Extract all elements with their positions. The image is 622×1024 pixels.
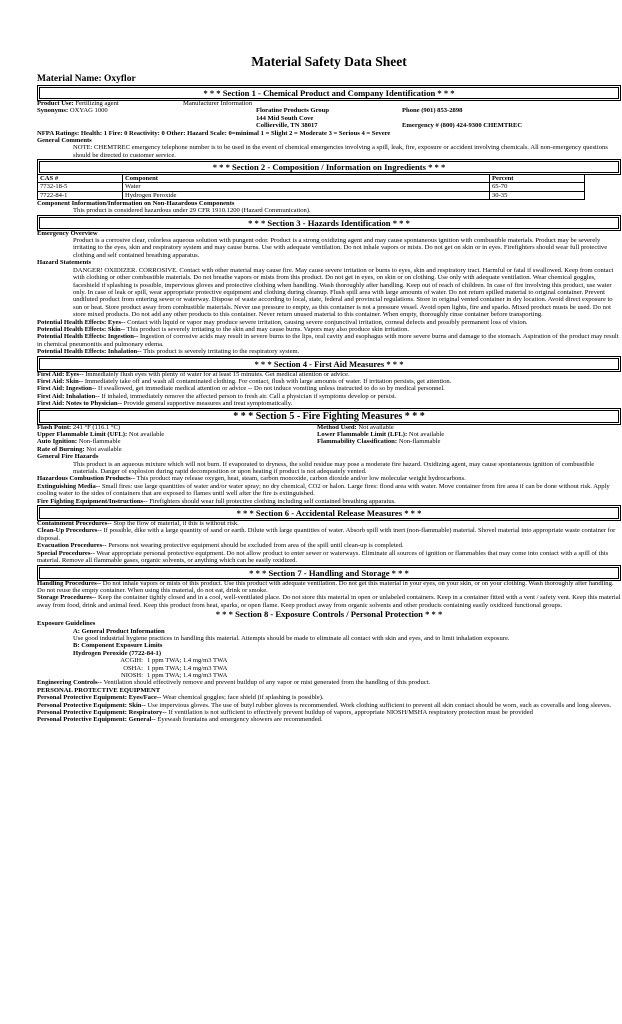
handling-label: Handling Procedures-- xyxy=(37,579,102,587)
engineering-controls-label: Engineering Controls-- xyxy=(37,679,102,687)
first-aid-notes-text: Provide general supportive measures and treat symptomatically. xyxy=(123,400,293,408)
table-header-row xyxy=(38,175,585,183)
cleanup-label: Clean-Up Procedures-- xyxy=(37,527,102,535)
health-effect-skin-text: This product is severely irritating to the skin and may cause burns. Vapors may also produce skin irritation. xyxy=(126,325,410,333)
limit-value: 1 ppm TWA; 1.4 mg/m3 TWA xyxy=(147,657,228,665)
health-effect-ingestion xyxy=(37,333,621,348)
fire-fighting-equipment xyxy=(37,498,621,505)
health-effect-eyes xyxy=(37,319,621,326)
ufl-label: Upper Flammable Limit (UFL): xyxy=(37,431,128,439)
containment-procedures xyxy=(37,520,621,527)
table-cell: 30-35 xyxy=(490,191,585,199)
flammability-classification-label: Flammability Classification: xyxy=(317,438,398,446)
limit-org: NIOSH: xyxy=(121,671,143,679)
table-cell: 65-70 xyxy=(490,183,585,191)
ppe-general xyxy=(37,716,621,723)
ppe-general-text: Eyewash fountains and emergency showers are recommended. xyxy=(157,716,323,724)
section-7-header: * * * Section 7 - Handling and Storage * * * xyxy=(39,567,619,579)
extinguishing-media-label: Extinguishing Media-- xyxy=(37,482,101,490)
general-comments-label: General Comments xyxy=(37,137,92,145)
ppe-respiratory xyxy=(37,709,621,716)
fire-fighting-equipment-label: Fire Fighting Equipment/Instructions-- xyxy=(37,497,148,505)
health-effect-inhalation xyxy=(37,348,621,355)
health-effect-inhalation-text: This product is severely irritating to the respiratory system. xyxy=(143,348,300,356)
limit-value: 1 ppm TWA; 1.4 mg/m3 TWA xyxy=(147,664,228,672)
general-product-info: Use good industrial hygiene practices in handling this material. Attempts should be made to eliminate all contact with skin and eyes, and to limit inhalation exposure. xyxy=(73,634,510,642)
flammability-classification xyxy=(317,438,440,445)
ufl-value: Not available xyxy=(128,431,165,439)
general-fire-hazards: This product is an aqueous mixture which will not burn. If evaporated to dryness, the solid residue may pose a moderate fire hazard. Oxidizing agent, may cause spontaneous ignition of combustible materials. Danger of explosion during rapid decomposition or upon heating if product is not adequately vented. xyxy=(73,460,595,476)
flash-point xyxy=(37,424,317,431)
first-aid-eyes-label: First Aid: Eyes-- xyxy=(37,370,84,378)
table-row xyxy=(38,183,585,191)
ppe-general-label: Personal Protective Equipment: General-- xyxy=(37,716,156,724)
method-used-value: Not available xyxy=(358,423,394,431)
rate-of-burning xyxy=(37,446,621,453)
company-phone: Phone (901) 853-2898 xyxy=(402,107,463,115)
first-aid-skin-label: First Aid: Skin-- xyxy=(37,377,84,385)
nonhazardous-text: This product is considered hazardous under 29 CFR 1910.1200 (Hazard Communication). xyxy=(73,207,311,215)
msds-document xyxy=(37,0,621,724)
exposure-limit-row xyxy=(73,672,621,679)
storage-label: Storage Procedures-- xyxy=(37,594,97,602)
product-use: Fertilizing agent xyxy=(75,100,119,107)
hazard-statements-label: Hazard Statements xyxy=(37,259,92,267)
section-3-header: * * * Section 3 - Hazards Identification * * * xyxy=(39,217,619,229)
limit-org: OSHA: xyxy=(123,664,143,672)
section-1-header: * * * Section 1 - Chemical Product and Company Identification * * * xyxy=(39,87,619,99)
company-name: Floratine Products Group xyxy=(256,107,330,115)
company-address-1: 144 Mid South Cove xyxy=(256,114,314,122)
first-aid-inhalation-text: If inhaled, immediately remove the affected person to fresh air. Call a physician if symptoms develop or persist. xyxy=(101,392,397,400)
emergency-overview-label: Emergency Overview xyxy=(37,229,98,237)
ingredients-table xyxy=(37,174,585,200)
synonyms-label: Synonyms: xyxy=(37,107,69,115)
column-header: Component xyxy=(123,175,490,183)
extinguishing-media xyxy=(37,483,621,498)
evacuation-procedures xyxy=(37,542,621,549)
material-name-label: Material Name: xyxy=(37,74,102,84)
first-aid-eyes-text: Immediately flush eyes with plenty of water for at least 15 minutes. Get medical attention or advice. xyxy=(85,370,350,378)
document-title: Material Safety Data Sheet xyxy=(251,54,407,69)
first-aid-notes-label: First Aid: Notes to Physician-- xyxy=(37,400,122,408)
general-fire-hazards-label: General Fire Hazards xyxy=(37,453,99,461)
emergency-phone: Emergency # (800) 424-9300 CHEMTREC xyxy=(402,122,523,130)
exposure-limit-row xyxy=(73,665,621,672)
first-aid-skin-text: Immediately take off and wash all contaminated clothing. For contact, flush with large amounts of water. If irritation persists, get attention. xyxy=(84,377,452,385)
flash-point-label: Flash Point: xyxy=(37,423,72,431)
containment-text: Stop the flow of material, if this is without risk. xyxy=(113,520,239,528)
first-aid-skin xyxy=(37,378,621,385)
auto-ignition-value: Non-flammable xyxy=(78,438,121,446)
nfpa-ratings: NFPA Ratings: Health: 1 Fire: 0 Reactivity: 0 Other: Hazard Scale: 0=minimal 1 = Slight 2 = Moderate 3 = Serious 4 = Severe xyxy=(37,129,391,137)
first-aid-ingestion-text: If swallowed, get immediate medical attention or advice -- Do not induce vomiting unless instructed to do so by medical personnel. xyxy=(98,385,445,393)
upper-flammable-limit xyxy=(37,431,317,438)
first-aid-ingestion-label: First Aid: Ingestion-- xyxy=(37,385,97,393)
nonhazardous-label: Component Information/Information on Non-Hazardous Components xyxy=(37,199,235,207)
first-aid-eyes xyxy=(37,371,621,378)
section-4-header: * * * Section 4 - First Aid Measures * * * xyxy=(39,358,619,370)
ppe-eyes-label: Personal Protective Equipment: Eyes/Face-- xyxy=(37,694,162,702)
method-used xyxy=(317,424,394,431)
section-8-header: * * * Section 8 - Exposure Controls / Personal Protection * * * xyxy=(215,609,443,620)
material-name: Oxyflor xyxy=(104,74,136,84)
section-5-header: * * * Section 5 - Fire Fighting Measures * * * xyxy=(39,410,619,423)
section-6-header: * * * Section 6 - Accidental Release Measures * * * xyxy=(39,507,619,519)
hcp-label: Hazardous Combustion Products-- xyxy=(37,475,136,483)
product-use-label: Product Use: xyxy=(37,100,74,107)
company-address-2: Collierville, TN 38017 xyxy=(256,122,318,130)
hazardous-combustion-products xyxy=(37,475,621,482)
auto-ignition-label: Auto Ignition: xyxy=(37,438,78,446)
evacuation-text: Persons not wearing protective equipment should be excluded from area of the spill until clean-up is completed. xyxy=(108,542,404,550)
handling-text: Do not inhale vapors or mists of this product. Use this product with adequate ventilation. Do not get this material in your eyes, on your skin, or on your clothing. Wash thoroughly after handling. Do not reuse the empty container. When using this material, do not eat, drink or smoke. xyxy=(37,579,614,594)
column-header: Percent xyxy=(490,175,585,183)
cleanup-procedures xyxy=(37,527,621,542)
hazard-statements: DANGER! OXIDIZER. CORROSIVE. Contact with other material may cause fire. May cause severe irritation or burns to eyes, skin and respiratory tract. Harmful or fatal if swallowed. Keep from contact with clothing or other combustible materials. Do not breathe vapors or mists from this product. Do not get in eyes, on skin or on clothing. Use only with adequate ventilation. Wear chemical goggles, faceshield if splashing is possible, impervious gloves and protective clothing when handling. Wash thoroughly after handling. Keep out of reach of children. In case of fire involving this product, use water only. In case of leak or spill, wear appropriate protective equipment and clothing during cleanup. Flush spill area with large amounts of water. Do not return spilled material to original container. Prevent undiluted product from entering sewer or waterway. Dispose of waste according to local, state, federal and provincial regulations. Store in original vented container in dry location. Avoid direct exposure to sun or heat. Store product away from combustible materials. Never use pressure to empty, as this container is not a pressure vessel. Avoid open lights, fire and sparks. Mixed product musts be used. Do not store mixed products. Do not add any other products to this container. Never return unused material to this container. When empty, thoroughly rinse container before transporting. xyxy=(73,266,614,319)
exposure-guidelines xyxy=(37,628,621,680)
synonyms: OXYAG 1000 xyxy=(69,107,108,115)
ppe-skin-text: Use impervious gloves. The use of butyl rubber gloves is recommended. Work clothing sufficient to prevent all skin contact should be worn, such as coveralls and long sleeves. xyxy=(147,701,612,709)
health-effect-skin xyxy=(37,326,621,333)
first-aid-notes xyxy=(37,400,621,407)
emergency-overview: Product is a corrosive clear, colorless aqueous solution with pungent odor. Product is a strong oxidizing agent and may cause spontaneous ignition with combustible materials. Product may be severely irritating to the eyes, skin and respiratory system and may cause burns. Use with adequate ventilation. Do not inhale vapors or mists. Do not get on skin or in eyes. Firefighters should wear full protective clothing and self contained breathing apparatus. xyxy=(73,237,608,259)
table-cell: Water xyxy=(123,183,490,191)
hydrogen-peroxide-label: Hydrogen Peroxide (7722-84-1) xyxy=(73,649,162,657)
ppe-respiratory-text: If ventilation is not sufficient to effectively prevent buildup of vapors, appropriate NIOSH/MSHA respiratory protection must be provided xyxy=(168,709,533,717)
table-cell: 7722-84-1 xyxy=(38,191,123,199)
component-limits-label: B: Component Exposure Limits xyxy=(73,642,163,650)
limit-value: 1 ppm TWA; 1.4 mg/m3 TWA xyxy=(147,671,228,679)
health-effect-eyes-text: Contact with liquid or vapor may produce severe irritation, causing severe conjunctival irritation, corneal defects and possibly permanent loss of vision. xyxy=(127,318,528,326)
lower-flammable-limit xyxy=(317,431,444,438)
health-effect-inhalation-label: Potential Health Effects: Inhalation-- xyxy=(37,348,142,356)
hcp-text: This product may release oxygen, heat, steam, carbon monoxide, carbon dioxide and/or low molecular weight hydrocarbons. xyxy=(136,475,466,483)
lfl-label: Lower Flammable Limit (LFL): xyxy=(317,431,408,439)
ppe-label: PERSONAL PROTECTIVE EQUIPMENT xyxy=(37,686,161,694)
special-text: Wear appropriate personal protective equipment. Do not allow product to enter sewer or waterways. Eliminate all sources of ignition or flammables that may come into contact with a spill of this material. Remove all flammable gases, organic solvents, or anything which can be easily oxidized. xyxy=(37,549,609,565)
exposure-limit-row xyxy=(73,657,621,664)
table-cell: 7732-18-5 xyxy=(38,183,123,191)
general-comments: NOTE: CHEMTREC emergency telephone number is to be used in the event of chemical emergencies involving a spill, leak, fire, exposure or accident involving chemicals. All non-emergency questions should be directed to customer service. xyxy=(73,144,608,159)
exposure-guidelines-label: Exposure Guidelines xyxy=(37,620,96,628)
ppe-skin xyxy=(37,702,621,709)
manufacturer-label: Manufacturer Information xyxy=(183,100,253,107)
handling-procedures xyxy=(37,580,621,595)
column-header: CAS # xyxy=(38,175,123,183)
ppe-respiratory-label: Personal Protective Equipment: Respiratory-- xyxy=(37,709,167,717)
section-1-body xyxy=(37,100,621,159)
ppe-eyes xyxy=(37,694,621,701)
special-label: Special Procedures-- xyxy=(37,549,95,557)
health-effect-ingestion-text: Ingestion of corrosive acids may result in severe burns to the lips, oral cavity and esophagus with more severe burns and damage to the stomach. Aspiration of the product may result in chemical pneumonitis and pulmonary edema. xyxy=(37,333,619,348)
ppe-eyes-text: Wear chemical goggles; face shield (if splashing is possible). xyxy=(162,694,324,702)
flammability-classification-value: Non-flammable xyxy=(398,438,441,446)
table-cell: Hydrogen Peroxide xyxy=(123,191,490,199)
storage-text: Keep the container tightly closed and in a cool, well-ventilated place. Do not store this material in open or unlabeled containers. Keep in a container fitted with a vent / safety vent. Keep this material away from food, drink and animal feed. Keep this product from heat, sparks, or open flame. Keep product away from organic solvents and other products containing easily oxidized functional groups. xyxy=(37,594,621,609)
rate-of-burning-value: Not available xyxy=(86,445,122,453)
special-procedures xyxy=(37,550,621,565)
cleanup-text: If possible, dike with a large quantity of sand or earth. Dilute with large quantities of water. Absorb spill with inert (non-flammable) material. Shovel material into appropriate waste container for disposal. xyxy=(37,527,616,542)
general-product-info-label: A: General Product Information xyxy=(73,627,165,635)
limit-org: ACGIH: xyxy=(120,657,143,665)
engineering-controls xyxy=(37,679,621,686)
storage-procedures xyxy=(37,594,621,609)
auto-ignition xyxy=(37,438,317,445)
first-aid-ingestion xyxy=(37,385,621,392)
engineering-controls-text: Ventilation should effectively remove and prevent buildup of any vapor or mist generated from the handling of this product. xyxy=(103,679,431,687)
lfl-value: Not available xyxy=(408,431,445,439)
table-row xyxy=(38,191,585,199)
first-aid-inhalation xyxy=(37,393,621,400)
fire-fighting-equipment-text: Firefighters should wear full protective clothing including self contained breathing apparatus. xyxy=(149,497,396,505)
health-effect-ingestion-label: Potential Health Effects: Ingestion-- xyxy=(37,333,139,341)
health-effect-skin-label: Potential Health Effects: Skin-- xyxy=(37,325,126,333)
material-name-line xyxy=(37,74,621,85)
extinguishing-media-text: Small fires: use large quantities of water and/or water spray; no dry chemical, CO2 or halon. Large fires: flood area with water. Move container from fire area if can be done without risk. Apply cooling water to the sides of containers that are exposed to flames until well after the fire is extinguished. xyxy=(37,482,610,498)
method-used-label: Method Used: xyxy=(317,423,357,431)
rate-of-burning-label: Rate of Burning: xyxy=(37,445,85,453)
first-aid-inhalation-label: First Aid: Inhalation-- xyxy=(37,392,100,400)
flash-point-value: 241 °F (116.1 °C) xyxy=(72,423,121,431)
ppe-skin-label: Personal Protective Equipment: Skin-- xyxy=(37,701,146,709)
containment-label: Containment Procedures-- xyxy=(37,520,112,528)
health-effect-eyes-label: Potential Health Effects: Eyes-- xyxy=(37,318,126,326)
section-2-header: * * * Section 2 - Composition / Information on Ingredients * * * xyxy=(39,161,619,173)
evacuation-label: Evacuation Procedures-- xyxy=(37,542,107,550)
